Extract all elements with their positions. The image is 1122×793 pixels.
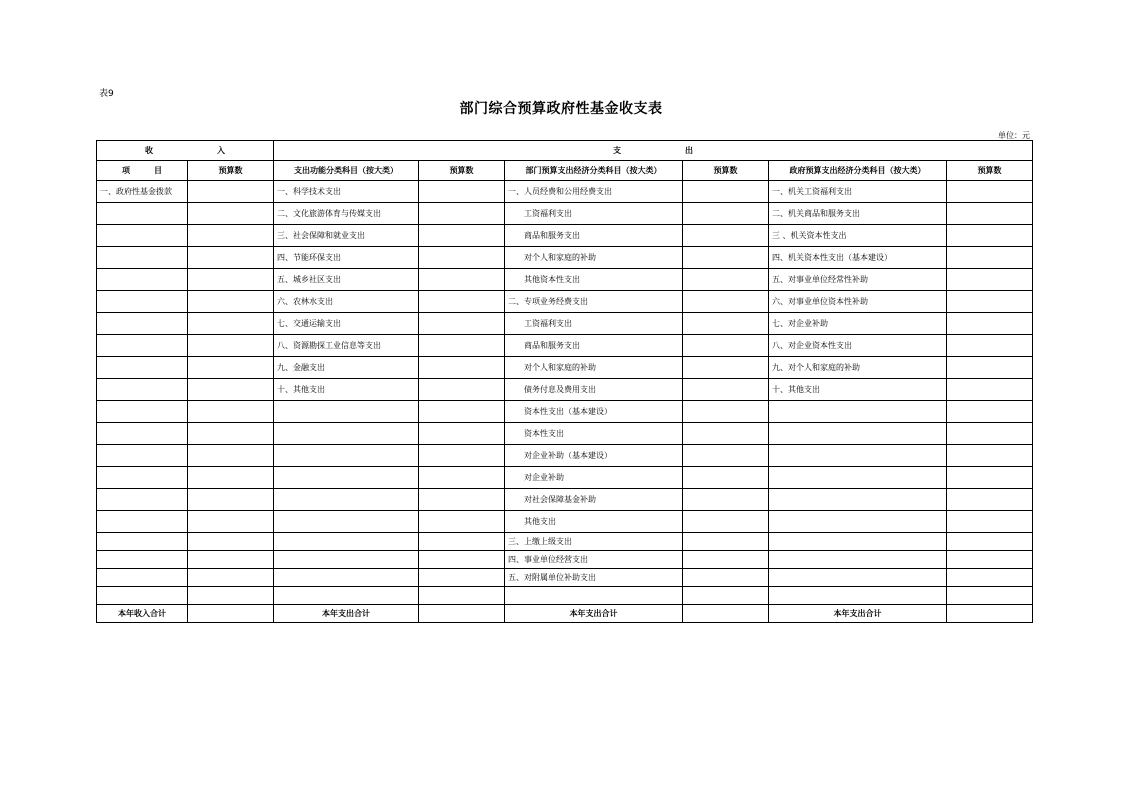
income-budget-cell xyxy=(188,335,274,357)
table-row xyxy=(97,489,1033,511)
func-budget-cell xyxy=(419,401,505,423)
gov-econ-class-cell xyxy=(769,467,947,489)
dept-econ-class-cell: 其他资本性支出 xyxy=(505,269,683,291)
func-budget-cell xyxy=(419,335,505,357)
func-class-cell xyxy=(274,467,419,489)
gov-econ-class-cell: 八、对企业资本性支出 xyxy=(769,335,947,357)
income-budget-cell xyxy=(188,445,274,467)
gov-econ-class-cell: 三 、机关资本性支出 xyxy=(769,225,947,247)
dept-budget-cell xyxy=(683,379,769,401)
func-class-cell xyxy=(274,533,419,551)
gov-econ-class-cell xyxy=(769,401,947,423)
income-budget-cell xyxy=(188,291,274,313)
income-item-cell xyxy=(97,379,188,401)
func-budget-cell xyxy=(419,225,505,247)
dept-econ-class-cell: 对社会保障基金补助 xyxy=(505,489,683,511)
dept-budget-cell xyxy=(683,551,769,569)
table-row xyxy=(97,203,1033,225)
gov-econ-class-cell xyxy=(769,551,947,569)
dept-econ-class-cell: 一、人员经费和公用经费支出 xyxy=(505,181,683,203)
gov-budget-cell xyxy=(947,313,1033,335)
income-section-header: 收 入 xyxy=(97,141,274,161)
income-item-cell xyxy=(97,489,188,511)
income-item-cell xyxy=(97,467,188,489)
func-budget-cell xyxy=(419,489,505,511)
dept-econ-class-cell: 商品和服务支出 xyxy=(505,335,683,357)
dept-budget-cell xyxy=(683,203,769,225)
col-header-func-class: 支出功能分类科目（按大类） xyxy=(274,161,419,181)
dept-budget-cell xyxy=(683,335,769,357)
gov-budget-cell xyxy=(947,225,1033,247)
func-total-label: 本年支出合计 xyxy=(274,605,419,623)
func-class-cell: 十、其他支出 xyxy=(274,379,419,401)
func-budget-cell xyxy=(419,423,505,445)
page-title: 部门综合预算政府性基金收支表 xyxy=(459,101,663,117)
dept-total-value xyxy=(683,605,769,623)
dept-budget-cell xyxy=(683,587,769,605)
func-budget-cell xyxy=(419,379,505,401)
table-row xyxy=(97,181,1033,203)
income-item-cell xyxy=(97,511,188,533)
totals-row xyxy=(97,605,1033,623)
income-item-cell: 一、政府性基金拨款 xyxy=(97,181,188,203)
dept-econ-class-cell xyxy=(505,587,683,605)
table-row xyxy=(97,587,1033,605)
table-row xyxy=(97,225,1033,247)
func-class-cell: 二、文化旅游体育与传媒支出 xyxy=(274,203,419,225)
dept-econ-class-cell: 对企业补助（基本建设） xyxy=(505,445,683,467)
func-budget-cell xyxy=(419,181,505,203)
dept-budget-cell xyxy=(683,269,769,291)
gov-econ-class-cell xyxy=(769,423,947,445)
gov-budget-cell xyxy=(947,291,1033,313)
gov-budget-cell xyxy=(947,533,1033,551)
income-item-cell xyxy=(97,247,188,269)
income-budget-cell xyxy=(188,225,274,247)
func-budget-cell xyxy=(419,551,505,569)
dept-budget-cell xyxy=(683,357,769,379)
func-class-cell xyxy=(274,489,419,511)
dept-budget-cell xyxy=(683,291,769,313)
budget-table xyxy=(96,140,1033,623)
gov-econ-class-cell xyxy=(769,587,947,605)
gov-budget-cell xyxy=(947,181,1033,203)
gov-budget-cell xyxy=(947,467,1033,489)
income-item-cell xyxy=(97,225,188,247)
dept-econ-class-cell: 资本性支出（基本建设） xyxy=(505,401,683,423)
func-budget-cell xyxy=(419,269,505,291)
dept-budget-cell xyxy=(683,401,769,423)
expense-section-header: 支 出 xyxy=(274,141,1033,161)
gov-budget-cell xyxy=(947,335,1033,357)
gov-econ-class-cell: 七、对企业补助 xyxy=(769,313,947,335)
gov-budget-cell xyxy=(947,401,1033,423)
gov-budget-cell xyxy=(947,445,1033,467)
income-item-cell xyxy=(97,551,188,569)
income-budget-cell xyxy=(188,203,274,225)
func-total-value xyxy=(419,605,505,623)
func-class-cell xyxy=(274,587,419,605)
dept-econ-class-cell: 三、上缴上级支出 xyxy=(505,533,683,551)
col-header-item: 项 目 xyxy=(97,161,188,181)
income-item-cell xyxy=(97,587,188,605)
func-class-cell xyxy=(274,401,419,423)
income-budget-cell xyxy=(188,401,274,423)
income-item-cell xyxy=(97,291,188,313)
gov-budget-cell xyxy=(947,423,1033,445)
income-item-cell xyxy=(97,533,188,551)
func-budget-cell xyxy=(419,445,505,467)
income-item-cell xyxy=(97,335,188,357)
col-header-budget: 预算数 xyxy=(947,161,1033,181)
table-row xyxy=(97,569,1033,587)
dept-econ-class-cell: 四、事业单位经营支出 xyxy=(505,551,683,569)
income-budget-cell xyxy=(188,533,274,551)
func-class-cell xyxy=(274,569,419,587)
col-header-budget: 预算数 xyxy=(683,161,769,181)
income-budget-cell xyxy=(188,247,274,269)
func-class-cell xyxy=(274,551,419,569)
dept-econ-class-cell: 工资福利支出 xyxy=(505,203,683,225)
func-budget-cell xyxy=(419,569,505,587)
dept-budget-cell xyxy=(683,569,769,587)
income-budget-cell xyxy=(188,379,274,401)
func-class-cell: 七、交通运输支出 xyxy=(274,313,419,335)
gov-econ-class-cell xyxy=(769,533,947,551)
income-budget-cell xyxy=(188,511,274,533)
gov-econ-class-cell: 二、机关商品和服务支出 xyxy=(769,203,947,225)
dept-econ-class-cell: 对个人和家庭的补助 xyxy=(505,247,683,269)
gov-econ-class-cell: 十、其他支出 xyxy=(769,379,947,401)
col-header-dept-econ-class: 部门预算支出经济分类科目（按大类） xyxy=(505,161,683,181)
income-budget-cell xyxy=(188,587,274,605)
dept-budget-cell xyxy=(683,467,769,489)
func-class-cell: 八、资源勘探工业信息等支出 xyxy=(274,335,419,357)
gov-budget-cell xyxy=(947,247,1033,269)
func-budget-cell xyxy=(419,587,505,605)
func-budget-cell xyxy=(419,357,505,379)
dept-budget-cell xyxy=(683,445,769,467)
table-row xyxy=(97,533,1033,551)
income-budget-cell xyxy=(188,181,274,203)
func-class-cell: 五、城乡社区支出 xyxy=(274,269,419,291)
gov-econ-class-cell xyxy=(769,569,947,587)
gov-budget-cell xyxy=(947,587,1033,605)
func-budget-cell xyxy=(419,467,505,489)
unit-label: 单位：元 xyxy=(998,131,1030,140)
income-budget-cell xyxy=(188,489,274,511)
dept-econ-class-cell: 五、对附属单位补助支出 xyxy=(505,569,683,587)
table-row xyxy=(97,551,1033,569)
gov-budget-cell xyxy=(947,569,1033,587)
income-budget-cell xyxy=(188,357,274,379)
gov-total-label: 本年支出合计 xyxy=(769,605,947,623)
table-number: 表9 xyxy=(99,89,114,99)
income-item-cell xyxy=(97,423,188,445)
func-budget-cell xyxy=(419,511,505,533)
dept-econ-class-cell: 其他支出 xyxy=(505,511,683,533)
dept-econ-class-cell: 对企业补助 xyxy=(505,467,683,489)
dept-budget-cell xyxy=(683,225,769,247)
func-class-cell xyxy=(274,423,419,445)
func-class-cell xyxy=(274,511,419,533)
income-item-cell xyxy=(97,269,188,291)
table-row xyxy=(97,467,1033,489)
table-row xyxy=(97,511,1033,533)
func-budget-cell xyxy=(419,203,505,225)
gov-econ-class-cell xyxy=(769,489,947,511)
gov-econ-class-cell: 一、机关工资福利支出 xyxy=(769,181,947,203)
col-header-gov-econ-class: 政府预算支出经济分类科目（按大类） xyxy=(769,161,947,181)
gov-budget-cell xyxy=(947,379,1033,401)
dept-econ-class-cell: 对个人和家庭的补助 xyxy=(505,357,683,379)
dept-total-label: 本年支出合计 xyxy=(505,605,683,623)
func-budget-cell xyxy=(419,247,505,269)
income-budget-cell xyxy=(188,269,274,291)
income-total-label: 本年收入合计 xyxy=(97,605,188,623)
dept-budget-cell xyxy=(683,181,769,203)
gov-budget-cell xyxy=(947,357,1033,379)
table-row xyxy=(97,291,1033,313)
func-class-cell: 四、节能环保支出 xyxy=(274,247,419,269)
func-class-cell: 三、社会保障和就业支出 xyxy=(274,225,419,247)
income-budget-cell xyxy=(188,423,274,445)
gov-econ-class-cell: 六、对事业单位资本性补助 xyxy=(769,291,947,313)
func-budget-cell xyxy=(419,533,505,551)
income-budget-cell xyxy=(188,569,274,587)
dept-econ-class-cell: 资本性支出 xyxy=(505,423,683,445)
dept-econ-class-cell: 工资福利支出 xyxy=(505,313,683,335)
gov-budget-cell xyxy=(947,511,1033,533)
income-item-cell xyxy=(97,445,188,467)
func-class-cell xyxy=(274,445,419,467)
income-total-value xyxy=(188,605,274,623)
table-row xyxy=(97,357,1033,379)
gov-econ-class-cell xyxy=(769,511,947,533)
dept-econ-class-cell: 二、专项业务经费支出 xyxy=(505,291,683,313)
gov-econ-class-cell xyxy=(769,445,947,467)
dept-econ-class-cell: 商品和服务支出 xyxy=(505,225,683,247)
table-row xyxy=(97,313,1033,335)
income-budget-cell xyxy=(188,313,274,335)
table-row xyxy=(97,269,1033,291)
dept-econ-class-cell: 债务付息及费用支出 xyxy=(505,379,683,401)
func-budget-cell xyxy=(419,313,505,335)
gov-econ-class-cell: 五、对事业单位经常性补助 xyxy=(769,269,947,291)
income-budget-cell xyxy=(188,467,274,489)
income-item-cell xyxy=(97,357,188,379)
table-row xyxy=(97,379,1033,401)
gov-budget-cell xyxy=(947,489,1033,511)
gov-budget-cell xyxy=(947,203,1033,225)
income-item-cell xyxy=(97,313,188,335)
table-row xyxy=(97,401,1033,423)
dept-budget-cell xyxy=(683,489,769,511)
gov-econ-class-cell: 四、机关资本性支出（基本建设） xyxy=(769,247,947,269)
col-header-budget: 预算数 xyxy=(188,161,274,181)
table-row xyxy=(97,335,1033,357)
gov-budget-cell xyxy=(947,269,1033,291)
dept-budget-cell xyxy=(683,313,769,335)
dept-budget-cell xyxy=(683,533,769,551)
dept-budget-cell xyxy=(683,247,769,269)
func-class-cell: 一、科学技术支出 xyxy=(274,181,419,203)
func-class-cell: 六、农林水支出 xyxy=(274,291,419,313)
income-item-cell xyxy=(97,569,188,587)
func-budget-cell xyxy=(419,291,505,313)
gov-econ-class-cell: 九、对个人和家庭的补助 xyxy=(769,357,947,379)
gov-budget-cell xyxy=(947,551,1033,569)
dept-budget-cell xyxy=(683,423,769,445)
income-item-cell xyxy=(97,203,188,225)
col-header-budget: 预算数 xyxy=(419,161,505,181)
dept-budget-cell xyxy=(683,511,769,533)
table-row xyxy=(97,445,1033,467)
table-row xyxy=(97,247,1033,269)
table-row xyxy=(97,423,1033,445)
gov-total-value xyxy=(947,605,1033,623)
func-class-cell: 九、金融支出 xyxy=(274,357,419,379)
income-budget-cell xyxy=(188,551,274,569)
income-item-cell xyxy=(97,401,188,423)
